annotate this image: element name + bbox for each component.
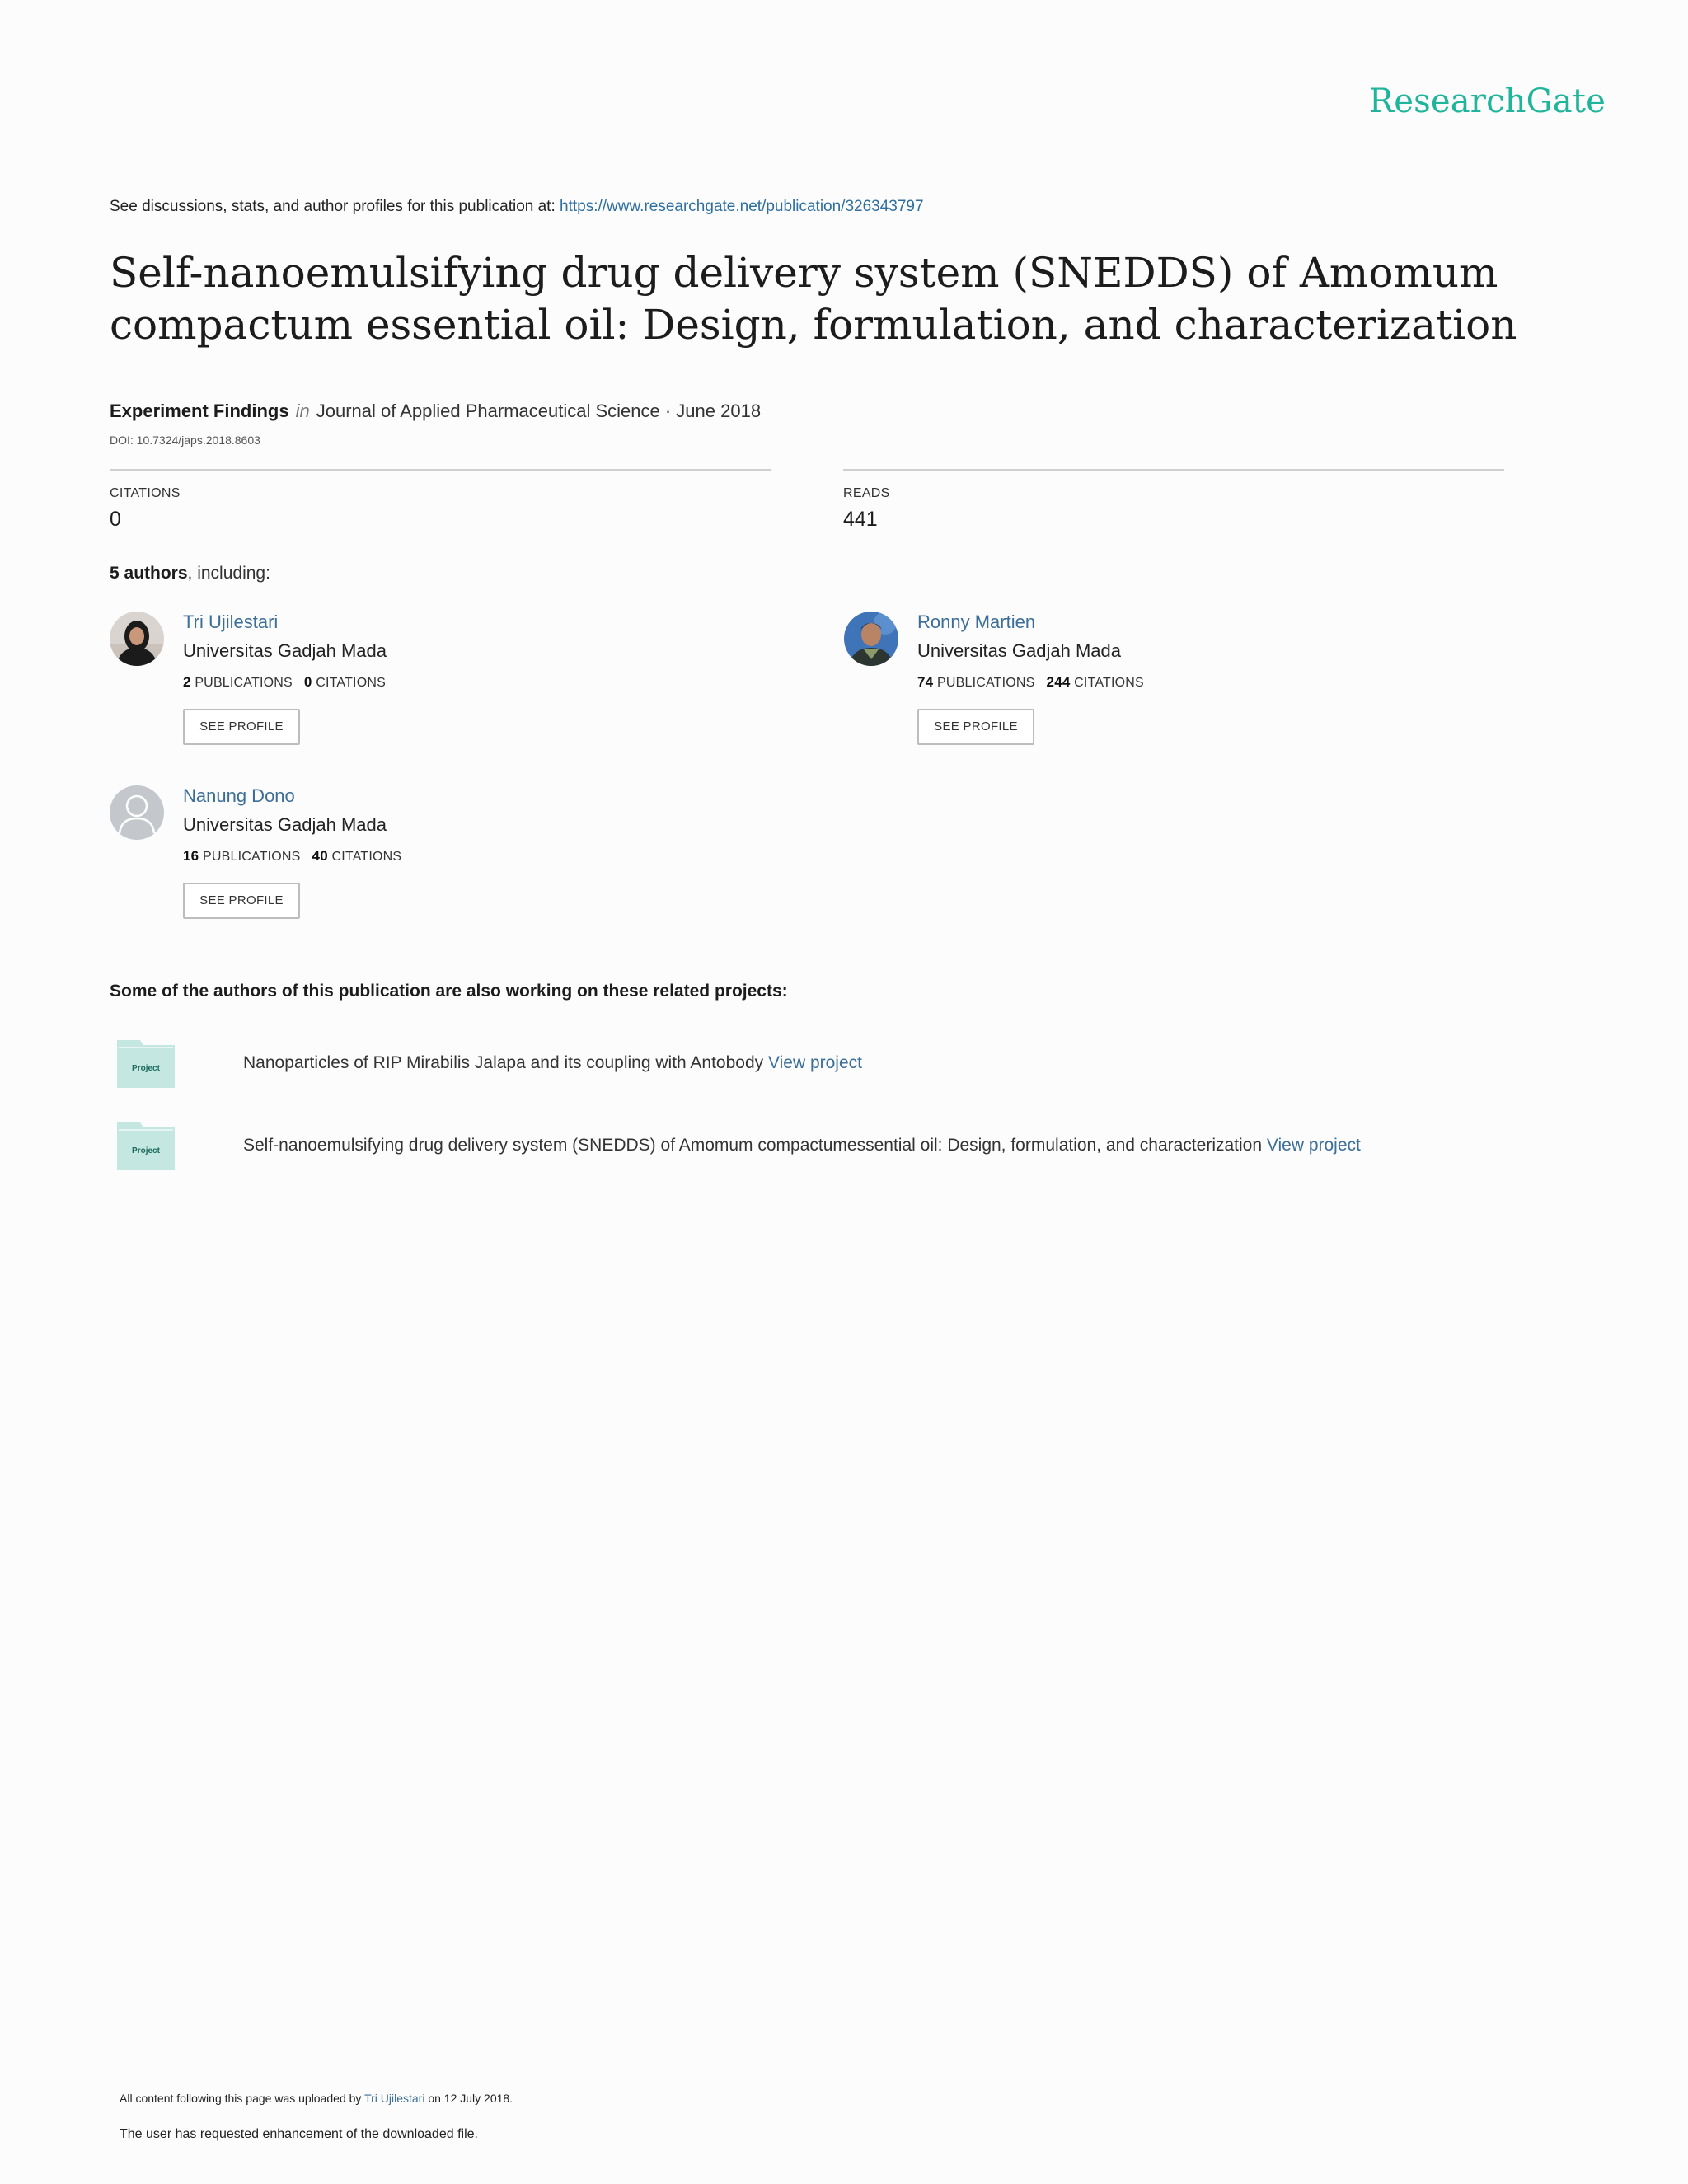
citations-value: 0 <box>110 508 121 531</box>
authors-summary <box>110 564 270 583</box>
uploader-link[interactable]: Tri Ujilestari <box>364 2092 425 2105</box>
publications-count: 74 <box>917 674 934 690</box>
journal-date: Journal of Applied Pharmaceutical Science · June 2018 <box>316 401 762 421</box>
author-name-link[interactable]: Nanung Dono <box>183 785 295 806</box>
author-name-link[interactable]: Tri Ujilestari <box>183 612 279 632</box>
publications-count: 16 <box>183 848 199 864</box>
doi-text: DOI: 10.7324/japs.2018.8603 <box>110 434 260 447</box>
researchgate-logo[interactable]: ResearchGate <box>1368 82 1606 120</box>
citations-label: CITATIONS <box>316 676 386 690</box>
project-item <box>115 1038 1517 1090</box>
author-stats <box>183 848 401 865</box>
publications-label: PUBLICATIONS <box>202 850 301 864</box>
author-card-ronny-martien <box>844 612 1503 760</box>
reads-label: READS <box>843 486 890 500</box>
project-title: Self-nanoemulsifying drug delivery system (SNEDDS) of Amomum compactumessential oil: Design, formulation, and characterization <box>243 1136 1267 1155</box>
publication-title: Self-nanoemulsifying drug delivery system (SNEDDS) of Amomum compactum essential oil: Design, formulation, and characterization <box>110 249 1517 349</box>
publication-url-link[interactable]: https://www.researchgate.net/publication/326343797 <box>560 198 924 215</box>
citations-label: CITATIONS <box>331 850 402 864</box>
citations-divider <box>110 469 771 471</box>
publications-label: PUBLICATIONS <box>195 676 293 690</box>
see-profile-button[interactable]: SEE PROFILE <box>917 709 1034 745</box>
upload-prefix: All content following this page was uploaded by <box>120 2092 365 2105</box>
reads-value: 441 <box>843 508 878 531</box>
upload-note <box>120 2092 513 2105</box>
publication-url-line <box>110 198 924 216</box>
view-project-link[interactable]: View project <box>1266 1136 1361 1155</box>
authors-count: 5 authors <box>110 564 188 583</box>
project-item <box>115 1121 1517 1172</box>
project-folder-label: Project <box>132 1146 160 1155</box>
view-project-link[interactable]: View project <box>767 1053 862 1072</box>
see-profile-button[interactable]: SEE PROFILE <box>183 883 300 919</box>
citations-count: 40 <box>312 848 328 864</box>
default-user-icon[interactable] <box>110 785 164 840</box>
publication-meta <box>110 401 761 422</box>
publications-count: 2 <box>183 674 191 690</box>
citations-count: 244 <box>1046 674 1071 690</box>
photo-avatar-icon[interactable] <box>110 612 164 666</box>
project-title: Nanoparticles of RIP Mirabilis Jalapa and its coupling with Antobody <box>243 1053 768 1072</box>
see-profile-button[interactable]: SEE PROFILE <box>183 709 300 745</box>
citations-count: 0 <box>303 674 312 690</box>
enhancement-note: The user has requested enhancement of the downloaded file. <box>120 2127 478 2141</box>
author-name-link[interactable]: Ronny Martien <box>917 612 1036 632</box>
citations-label: CITATIONS <box>110 486 181 500</box>
author-stats <box>183 674 386 691</box>
in-label: in <box>295 401 310 421</box>
author-stats <box>917 674 1144 691</box>
citations-label: CITATIONS <box>1074 676 1144 690</box>
see-discussions-text: See discussions, stats, and author profiles for this publication at: <box>110 198 560 215</box>
photo-avatar-icon[interactable] <box>844 612 898 666</box>
project-folder-icon <box>115 1038 176 1090</box>
publications-label: PUBLICATIONS <box>936 676 1035 690</box>
project-folder-icon <box>115 1121 176 1172</box>
author-card-nanung-dono <box>110 785 769 934</box>
project-text <box>243 1053 862 1073</box>
related-projects-heading: Some of the authors of this publication are also working on these related projects: <box>110 982 788 1001</box>
publication-type: Experiment Findings <box>110 401 289 421</box>
author-institution: Universitas Gadjah Mada <box>183 814 387 835</box>
upload-suffix: on 12 July 2018. <box>424 2092 513 2105</box>
project-text <box>243 1136 1361 1155</box>
authors-suffix: , including: <box>187 564 270 583</box>
reads-divider <box>843 469 1504 471</box>
author-institution: Universitas Gadjah Mada <box>183 640 387 661</box>
author-card-tri-ujilestari <box>110 612 769 760</box>
project-folder-label: Project <box>132 1064 160 1073</box>
author-institution: Universitas Gadjah Mada <box>917 640 1122 661</box>
